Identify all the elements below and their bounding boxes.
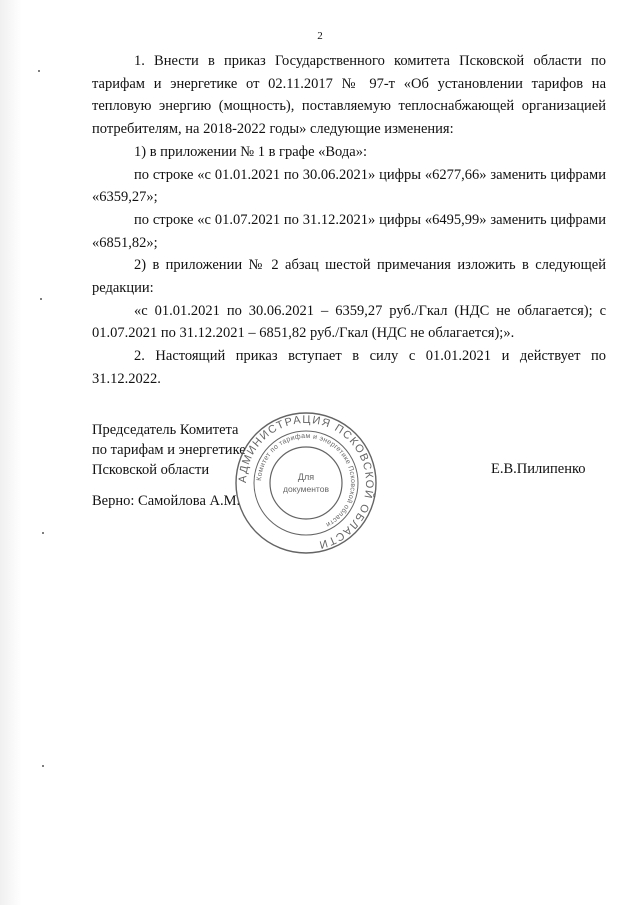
signatory-title-line: Председатель Комитета <box>92 422 239 438</box>
scan-edge-shadow <box>0 0 22 905</box>
scan-speck <box>40 298 42 300</box>
stamp-center-line1: Для <box>297 472 315 482</box>
stamp-center-line2: документов <box>283 484 329 494</box>
scan-speck <box>38 70 40 72</box>
scan-speck <box>42 765 44 767</box>
paragraph-amendment: 1. Внести в приказ Государственного комитета Псковской области по тарифам и энергетике от 02.11.2017 № 97-т «Об установлении тарифов на тепловую энергию (мощность), поставляемую теплоснабжающей организацией потребителям, на 2018-2022 годы» следующие изменения: <box>92 53 606 138</box>
stamp-outer-text: АДМИНИСТРАЦИЯ ПСКОВСКОЙ ОБЛАСТИ <box>236 413 376 551</box>
signatory-title-line: по тарифам и энергетике <box>92 442 246 458</box>
signer-name: Е.В.Пилипенко <box>491 461 586 477</box>
scan-speck <box>42 532 44 534</box>
paragraph-new-wording: «с 01.01.2021 по 30.06.2021 – 6359,27 руб./Гкал (НДС не облагается); с 01.07.2021 по 31.12.2021 – 6851,82 руб./Гкал (НДС не облагается);». <box>92 302 606 342</box>
official-stamp <box>233 410 379 556</box>
paragraph-row-second-half: по строке «с 01.07.2021 по 31.12.2021» цифры «6495,99» заменить цифрами «6851,82»; <box>92 211 606 251</box>
copy-certified-line: Верно: Самойлова А.М. <box>92 493 241 509</box>
paragraph-appendix-1: 1) в приложении № 1 в графе «Вода»: <box>134 143 367 160</box>
signatory-title-line: Псковской области <box>92 462 210 478</box>
paragraph-row-first-half: по строке «с 01.01.2021 по 30.06.2021» цифры «6277,66» заменить цифрами «6359,27»; <box>92 166 606 206</box>
paragraph-appendix-2: 2) в приложении № 2 абзац шестой примечания изложить в следующей редакции: <box>92 257 606 297</box>
paragraph-effective-date: 2. Настоящий приказ вступает в силу с 01.01.2021 и действует по 31.12.2022. <box>92 348 606 387</box>
page-number: 2 <box>317 30 323 42</box>
stamp-inner-text: Комитет по тарифам и энергетике Псковской области <box>256 432 357 529</box>
document-body <box>92 50 606 391</box>
